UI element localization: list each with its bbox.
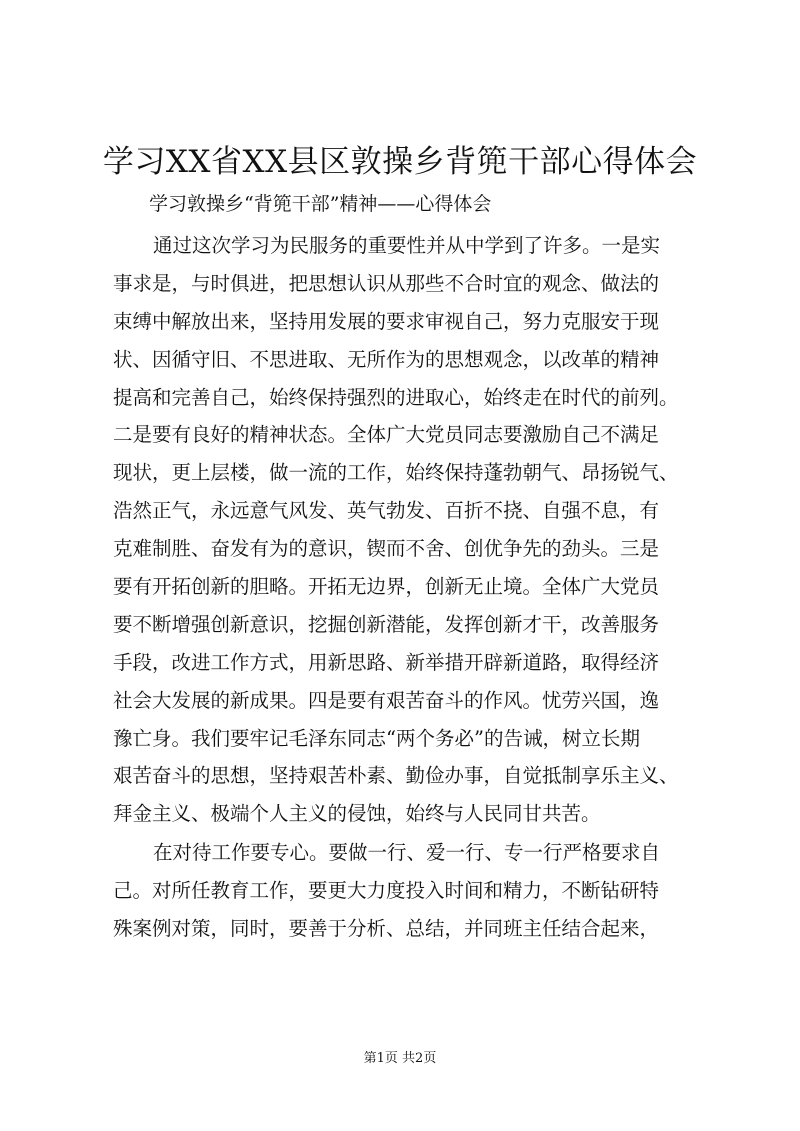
body-paragraph-1 [113, 227, 703, 833]
document-title: 学习XX省XX县区敦操乡背篼干部心得体会 [102, 144, 698, 180]
page-number-footer: 第1页 共2页 [363, 1051, 437, 1066]
document-subtitle: 学习敦操乡“背篼干部”精神——心得体会 [149, 193, 492, 215]
text-line: 提高和完善自己，始终保持强烈的进取心，始终走在时代的前列。 [113, 385, 679, 409]
text-line: 殊案例对策，同时，要善于分析、总结，并同班主任结合起来， [113, 916, 660, 940]
text-line: 要有开拓创新的胆略。开拓无边界，创新无止境。全体广大党员 [113, 575, 660, 599]
text-line: 现状，更上层楼，做一流的工作，始终保持蓬勃朝气、昂扬锐气、 [113, 461, 679, 485]
text-line: 艰苦奋斗的思想，坚持艰苦朴素、勤俭办事，自觉抵制享乐主义、 [113, 764, 679, 788]
text-line: 手段，改进工作方式，用新思路、新举措开辟新道路，取得经济 [113, 650, 660, 674]
text-line: 拜金主义、极端个人主义的侵蚀，始终与人民同甘共苦。 [113, 802, 601, 826]
text-line: 要不断增强创新意识，挖掘创新潜能，发挥创新才干，改善服务 [113, 612, 660, 636]
text-line: 束缚中解放出来，坚持用发展的要求审视自己，努力克服安于现 [113, 309, 660, 333]
text-line: 事求是，与时俱进，把思想认识从那些不合时宜的观念、做法的 [113, 271, 660, 295]
text-line: 豫亡身。我们要牢记毛泽东同志“两个务必”的告诫，树立长期 [113, 726, 640, 750]
text-line: 社会大发展的新成果。四是要有艰苦奋斗的作风。忧劳兴国，逸 [113, 688, 660, 712]
body-paragraph-2 [113, 834, 703, 948]
text-line: 在对待工作要专心。要做一行、爱一行、专一行严格要求自 [153, 841, 661, 864]
text-line: 二是要有良好的精神状态。全体广大党员同志要激励自己不满足 [113, 423, 660, 447]
text-line: 浩然正气，永远意气风发、英气勃发、百折不挠、自强不息，有 [113, 499, 660, 523]
text-line: 通过这次学习为民服务的重要性并从中学到了许多。一是实 [153, 234, 661, 257]
text-line: 己。对所任教育工作，要更大力度投入时间和精力，不断钻研特 [113, 878, 660, 902]
text-line: 状、因循守旧、不思进取、无所作为的思想观念，以改革的精神 [113, 347, 660, 371]
text-line: 克难制胜、奋发有为的意识，锲而不舍、创优争先的劲头。三是 [113, 537, 660, 561]
